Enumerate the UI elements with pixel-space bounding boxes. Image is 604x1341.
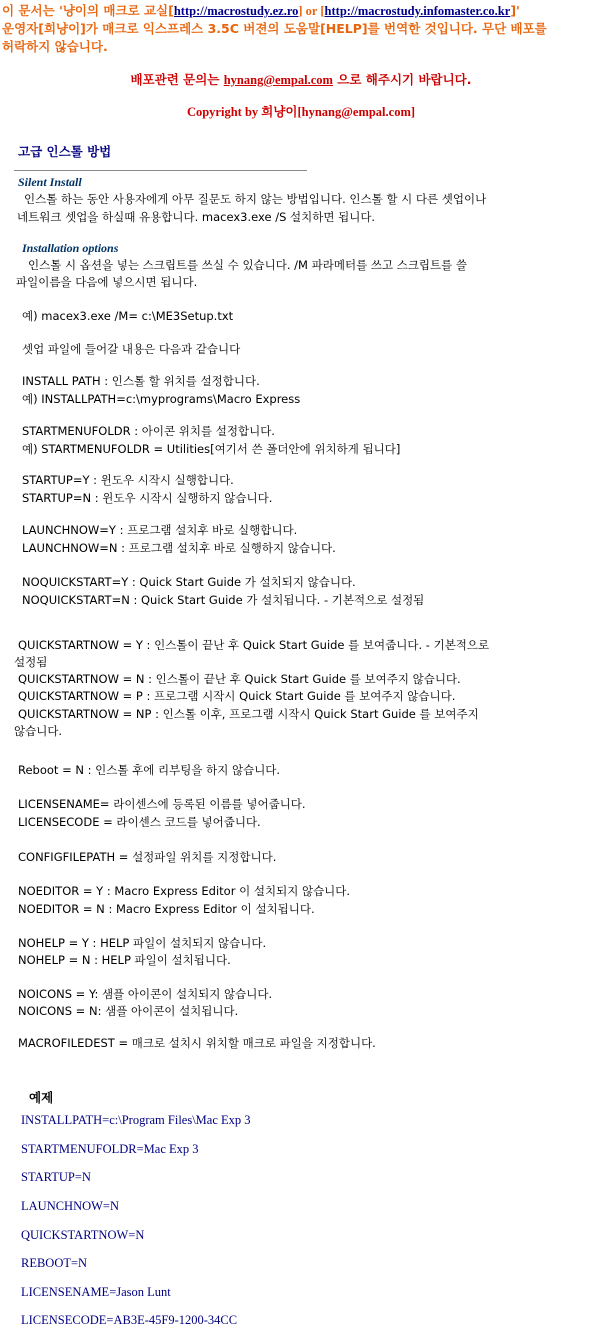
- option-line: LAUNCHNOW=N : 프로그램 설치후 바로 실행하지 않습니다.: [22, 541, 336, 555]
- example-line: LICENSENAME=Jason Lunt: [21, 1285, 171, 1299]
- example-line: LICENSECODE=AB3E-45F9-1200-34CC: [21, 1313, 238, 1327]
- macrostudy-infomaster-link[interactable]: http://macrostudy.infomaster.co.kr: [324, 4, 511, 18]
- option-line: MACROFILEDEST = 매크로 설치시 위치할 매크로 파일을 지정합니다.: [18, 1036, 376, 1050]
- silent-line-2: 네트워크 셋업을 하실때 유용합니다. macex3.exe /S 설치하면 됩니다.: [17, 210, 376, 224]
- option-line: 인스톨 시 옵션을 넣는 스크립트를 쓰실 수 있습니다. /M 파라메터를 쓰고 스크립트를 쓸: [28, 258, 468, 272]
- installation-options-heading: Installation options: [22, 241, 119, 255]
- notice-line-3: 허락하지 않습니다.: [2, 39, 108, 54]
- notice-line-1: 이 문서는 '냥이의 매크로 교실[http://macrostudy.ez.ro] or [http://macrostudy.infomaster.co.kr]': [2, 3, 520, 18]
- notice-line-2: 운영자[희냥이]가 매크로 익스프레스 3.5C 버젼의 도움말[HELP]를 번역한 것입니다. 무단 배포를: [2, 21, 547, 36]
- option-line: STARTMENUFOLDR : 아이콘 위치를 설정합니다.: [22, 424, 275, 438]
- silent-line-1: 인스톨 하는 동안 사용자에게 아무 질문도 하지 않는 방법입니다. 인스톨 할 시 다른 셋업이나: [24, 192, 487, 206]
- example-line: INSTALLPATH=c:\Program Files\Mac Exp 3: [21, 1113, 251, 1127]
- option-line: 파일이름을 다음에 넣으시면 됩니다.: [16, 275, 198, 289]
- option-line: 않습니다.: [14, 724, 63, 738]
- option-line: NOQUICKSTART=N : Quick Start Guide 가 설치됩니다. - 기본적으로 설정됨: [22, 593, 425, 607]
- option-line: NOHELP = Y : HELP 파일이 설치되지 않습니다.: [18, 936, 267, 950]
- option-line: 셋업 파일에 들어갈 내용은 다음과 같습니다: [22, 342, 241, 356]
- example-line: STARTMENUFOLDR=Mac Exp 3: [21, 1142, 199, 1156]
- copyright-line: Copyright by 희냥이[hynang@empal.com]: [186, 105, 416, 119]
- option-line: QUICKSTARTNOW = Y : 인스톨이 끝난 후 Quick Start Guide 를 보여줍니다. - 기본적으로: [18, 638, 490, 652]
- divider: [14, 170, 307, 171]
- contact-email-link[interactable]: hynang@empal.com: [223, 73, 333, 87]
- example-line: REBOOT=N: [21, 1256, 88, 1270]
- example-title: 예제: [29, 1090, 54, 1105]
- option-line: 설정됨: [14, 655, 48, 669]
- option-line: 예) STARTMENUFOLDR = Utilities[여기서 쓴 폴더안에 위치하게 됩니다]: [22, 442, 401, 456]
- option-line: NOEDITOR = N : Macro Express Editor 이 설치됩니다.: [18, 902, 315, 916]
- option-line: NOQUICKSTART=Y : Quick Start Guide 가 설치되지 않습니다.: [22, 575, 356, 589]
- option-line: NOICONS = N: 샘플 아이콘이 설치됩니다.: [18, 1004, 239, 1018]
- option-line: Reboot = N : 인스톨 후에 리부팅을 하지 않습니다.: [18, 763, 281, 777]
- option-line: INSTALL PATH : 인스톨 할 위치를 설정합니다.: [22, 374, 260, 388]
- option-line: NOEDITOR = Y : Macro Express Editor 이 설치되지 않습니다.: [18, 884, 351, 898]
- contact-line: 배포관련 문의는 hynang@empal.com 으로 해주시기 바랍니다.: [130, 72, 472, 87]
- option-line: LICENSENAME= 라이센스에 등록된 이름를 넣어줍니다.: [18, 797, 306, 811]
- option-line: QUICKSTARTNOW = NP : 인스톨 이후, 프로그램 시작시 Quick Start Guide 를 보여주지: [18, 707, 479, 721]
- option-line: CONFIGFILEPATH = 설정파일 위치를 지정합니다.: [18, 850, 277, 864]
- example-line: QUICKSTARTNOW=N: [21, 1228, 145, 1242]
- option-line: STARTUP=Y : 윈도우 시작시 실행합니다.: [22, 473, 234, 487]
- example-line: STARTUP=N: [21, 1170, 91, 1184]
- silent-install-heading: Silent Install: [18, 175, 82, 189]
- option-line: LICENSECODE = 라이센스 코드를 넣어줍니다.: [18, 815, 261, 829]
- section-title: 고급 인스톨 방법: [18, 144, 112, 159]
- option-line: LAUNCHNOW=Y : 프로그램 설치후 바로 실행합니다.: [22, 523, 298, 537]
- option-line: NOHELP = N : HELP 파일이 설치됩니다.: [18, 953, 231, 967]
- option-line: QUICKSTARTNOW = P : 프로그램 시작시 Quick Start Guide 를 보여주지 않습니다.: [18, 689, 456, 703]
- option-line: QUICKSTARTNOW = N : 인스톨이 끝난 후 Quick Start Guide 를 보여주지 않습니다.: [18, 672, 461, 686]
- option-line: 예) macex3.exe /M= c:\ME3Setup.txt: [22, 309, 234, 323]
- option-line: NOICONS = Y: 샘플 아이콘이 설치되지 않습니다.: [18, 987, 273, 1001]
- option-line: 예) INSTALLPATH=c:\myprograms\Macro Express: [22, 392, 301, 406]
- example-line: LAUNCHNOW=N: [21, 1199, 120, 1213]
- macrostudy-ez-link[interactable]: http://macrostudy.ez.ro: [173, 4, 299, 18]
- option-line: STARTUP=N : 윈도우 시작시 실행하지 않습니다.: [22, 491, 273, 505]
